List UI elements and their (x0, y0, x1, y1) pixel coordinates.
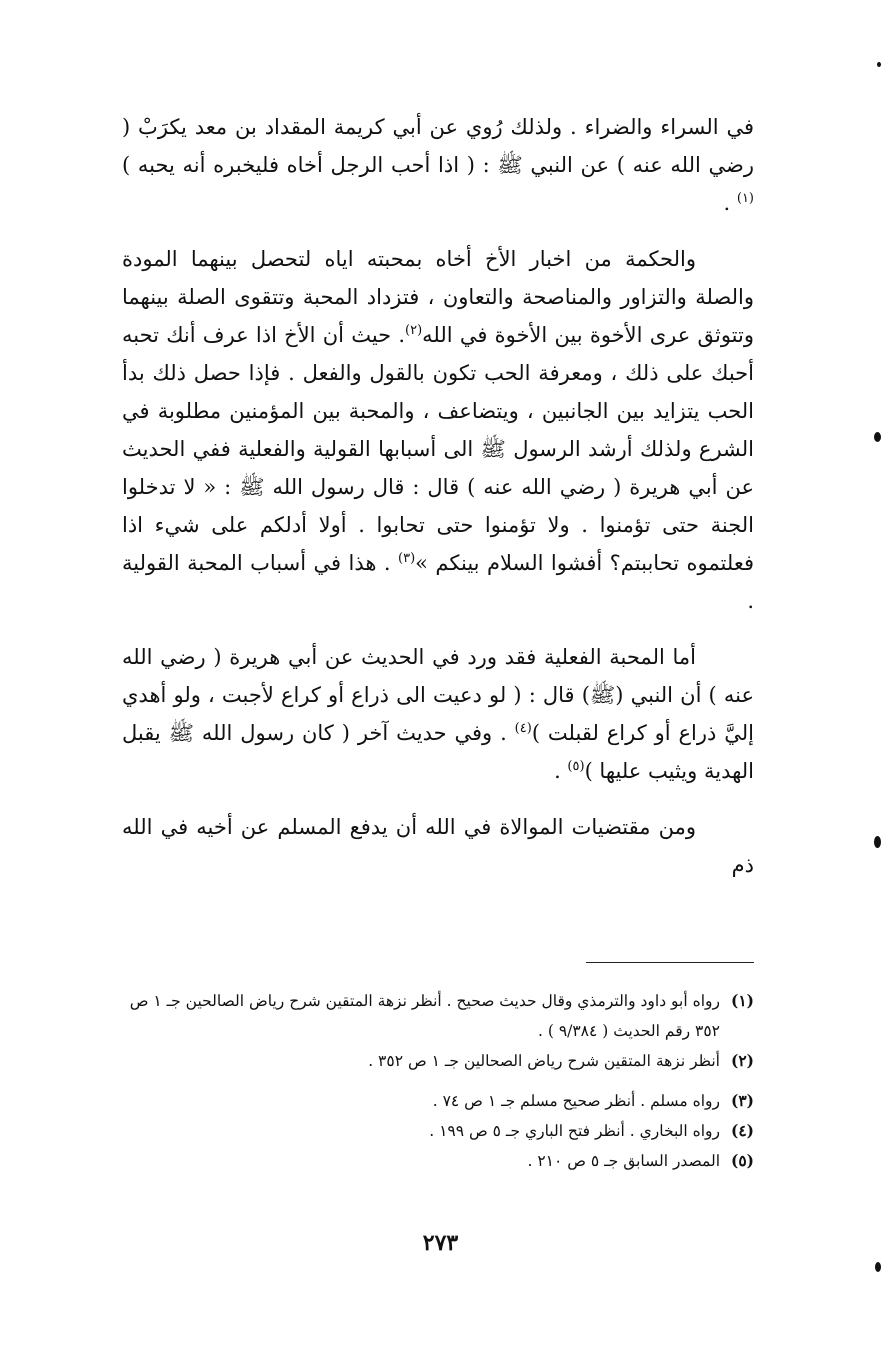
footnote (118, 1146, 754, 1176)
footnote-text: رواه البخاري . أنظر فتح الباري جـ ٥ ص ١٩٩ . (429, 1122, 720, 1140)
text-run: في السراء والضراء . ولذلك رُوي عن أبي كريمة المقداد بن معد يكرَبْ ( رضي الله عنه ) عن النبي ﷺ : ( اذا أحب الرجل أخاه فليخبره أنه يحبه ) (122, 115, 754, 177)
footnote-number: (٤) (730, 1121, 754, 1140)
text-run: . حيث أن الأخ اذا عرف أنك تحبه أحبك على ذلك ، ومعرفة الحب تكون بالقول والفعل . فإذا حصل ذلك بدأ الحب يتزايد بين الجانبين ، ويتضاعف ، والمحبة بين المؤمنين مطلوبة في الشرع ولذلك أرشد الرسول ﷺ الى أسبابها القولية والفعلية ففي الحديث عن أبي هريرة ( رضي الله عنه ) قال : قال رسول الله ﷺ : « لا تدخلوا الجنة حتى تؤمنوا . ولا تؤمنوا حتى تحابوا . أولا أدلكم على شيء اذا فعلتموه تحاببتم؟ أفشوا السلام بينكم » (122, 323, 754, 575)
text-run: . (554, 759, 568, 783)
paragraph (122, 108, 754, 222)
footnote-divider (586, 962, 754, 963)
footnote (118, 1086, 754, 1116)
footnote-number: (٥) (730, 1151, 754, 1170)
footnote (118, 1046, 754, 1076)
footnote (118, 1116, 754, 1146)
body-text (122, 108, 754, 884)
footnotes (118, 986, 754, 1176)
footnote-number: (٣) (730, 1091, 754, 1110)
footnote-ref: (٢) (405, 323, 423, 338)
footnote-number: (٢) (730, 1051, 754, 1070)
footnote-ref: (٣) (398, 551, 416, 566)
footnote (118, 986, 754, 1046)
text-run: والحكمة من اخبار الأخ أخاه بمحبته اياه لتحصل بينهما المودة والصلة والتزاور والمناصحة والتعاون ، فتزداد المحبة وتتقوى الصلة بينهما وتتوثق عرى الأخوة بين الأخوة في الله (122, 247, 754, 347)
text-run: . وفي حديث آخر ( كان رسول الله ﷺ يقبل الهدية ويثيب عليها ) (122, 721, 754, 783)
paragraph (122, 638, 754, 790)
page-number: ٢٧٣ (422, 1230, 459, 1256)
text-run: ومن مقتضيات الموالاة في الله أن يدفع المسلم عن أخيه في الله ذم (122, 815, 754, 877)
paragraph (122, 808, 754, 884)
text-run: . هذا في أسباب المحبة القولية . (122, 551, 754, 613)
scan-speck (874, 432, 881, 442)
scan-speck (874, 836, 881, 848)
footnote-ref: (٥) (567, 759, 585, 774)
footnote-text: المصدر السابق جـ ٥ ص ٢١٠ . (527, 1152, 720, 1170)
footnote-text: رواه مسلم . أنظر صحيح مسلم جـ ١ ص ٧٤ . (432, 1092, 720, 1110)
text-run: أما المحبة الفعلية فقد ورد في الحديث عن أبي هريرة ( رضي الله عنه ) أن النبي (ﷺ) قال : ( لو دعيت الى ذراع أو كراع لأجبت ، ولو أهدي إليَّ ذراع أو كراع لقبلت ) (122, 645, 754, 745)
footnote-ref: (٤) (514, 721, 532, 736)
paragraph (122, 240, 754, 620)
footnote-text: رواه أبو داود والترمذي وقال حديث صحيح . أنظر نزهة المتقين شرح رياض الصالحين جـ ١ ص ٣٥٢ رقم الحديث ( ٩/٣٨٤ ) . (129, 992, 720, 1040)
text-run: . (723, 191, 737, 215)
scan-speck (877, 62, 881, 67)
footnote-text: أنظر نزهة المتقين شرح رياض الصحالين جـ ١ ص ٣٥٢ . (368, 1052, 720, 1070)
scan-speck (875, 1262, 881, 1272)
footnote-ref: (١) (736, 191, 754, 206)
footnote-number: (١) (730, 991, 754, 1010)
